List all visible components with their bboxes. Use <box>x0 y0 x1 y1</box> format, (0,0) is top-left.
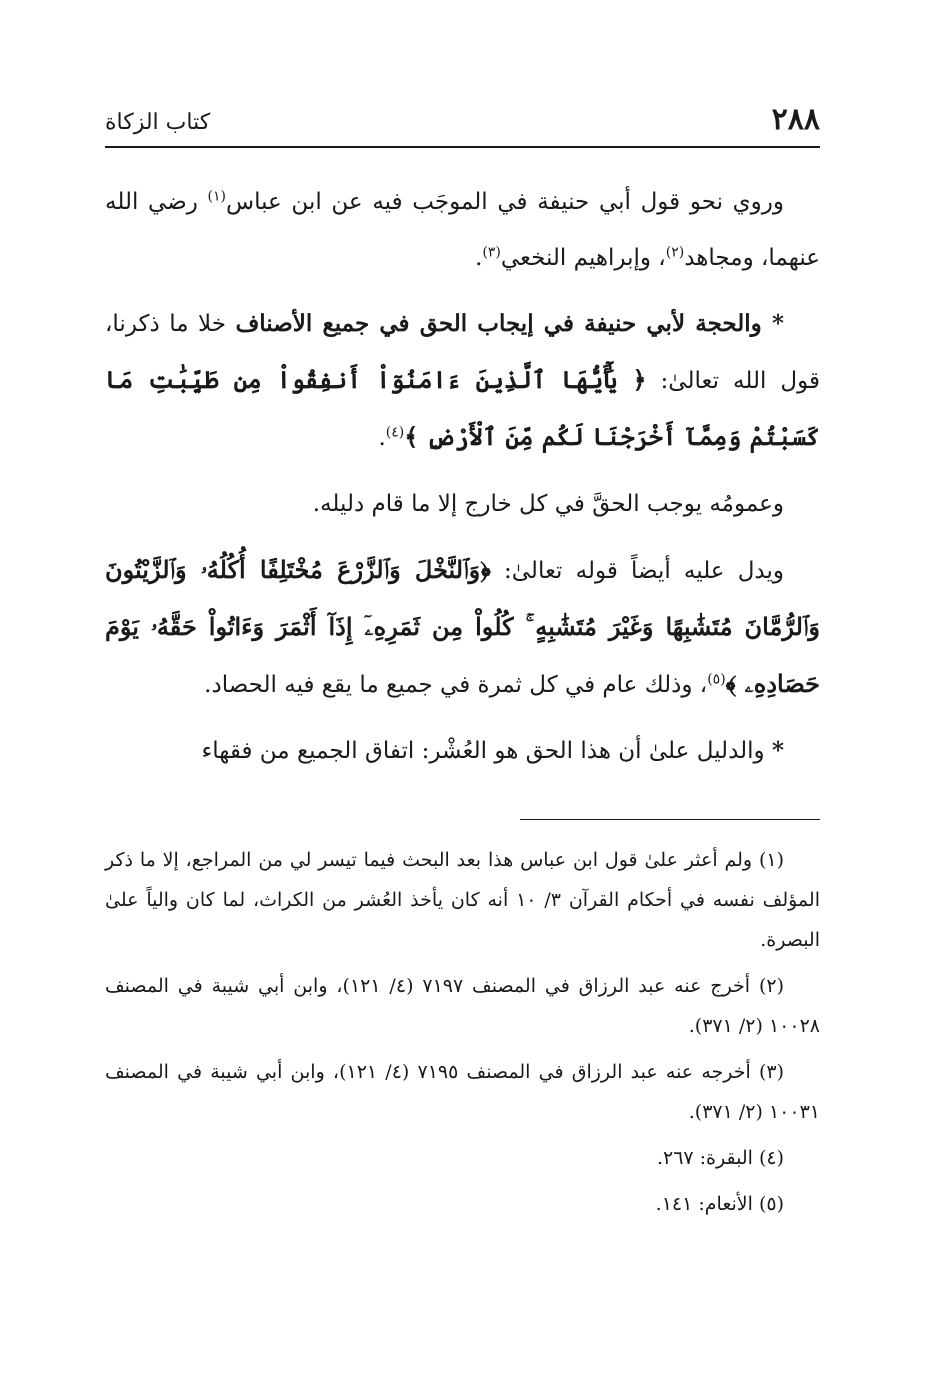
footnote-ref-5[interactable]: (٥) <box>707 671 726 688</box>
running-title: كتاب الزكاة <box>105 110 211 135</box>
paragraph-5 <box>105 723 820 779</box>
page <box>105 100 820 1230</box>
footnote-4: (٤) البقرة: ٢٦٧. <box>656 1147 784 1169</box>
paragraph-3: وعمومُه يوجب الحقَّ في كل خارج إلا ما قام دليله. <box>312 491 784 517</box>
footnote-ref-1[interactable]: (١) <box>207 188 226 205</box>
main-text <box>105 174 820 779</box>
text-run: . <box>475 245 483 271</box>
text-run: خلا ما ذكرنا، قول الله تعالىٰ: <box>105 311 820 394</box>
footnote-1: (١) ولم أعثر علىٰ قول ابن عباس هذا بعد البحث فيما تيسر لي من المراجع، إلا ما ذكر المؤلف نفسه في أحكام القرآن ٣/ ١٠ أنه كان يأخذ العُشر من الكراث، لما كان والياً علىٰ البصرة. <box>105 849 820 951</box>
footnote-separator <box>520 819 820 820</box>
quran-verse: ﴿وَٱلنَّخْلَ وَٱلزَّرْعَ مُخْتَلِفًا أُكُلُهُۥ وَٱلزَّيْتُونَ وَٱلرُّمَّانَ مُتَشَٰبِهًا وَغَيْرَ مُتَشَٰبِهٍ ۚ كُلُواْ مِن ثَمَرِهِۦٓ إِذَآ أَثْمَرَ وَءَاتُواْ حَقَّهُۥ يَوْمَ حَصَادِهِۦ ﴾ <box>105 555 820 698</box>
text-run: ، وذلك عام في كل ثمرة في جميع ما يقع فيه الحصاد. <box>204 672 708 698</box>
paragraph-4 <box>105 542 820 713</box>
text-run: والدليل علىٰ أن هذا الحق هو العُشْر: اتفاق الجميع من فقهاء <box>201 738 772 764</box>
footnotes <box>105 840 820 1224</box>
footnote-5: (٥) الأنعام: ١٤١. <box>655 1193 784 1215</box>
footnote-ref-4[interactable]: (٤) <box>385 424 405 441</box>
footnote-3: (٣) أخرجه عنه عبد الرزاق في المصنف ٧١٩٥ (٤/ ١٢١)، وابن أبي شيبة في المصنف ١٠٠٣١ (٢/ ٣٧١). <box>105 1061 820 1123</box>
page-number: ٢٨٨ <box>771 102 820 137</box>
text-run: ويدل عليه أيضاً قوله تعالىٰ: <box>490 558 784 584</box>
paragraph-2 <box>105 296 820 466</box>
asterisk-marker: * <box>771 737 784 764</box>
quran-verse: ﴿ يَٰٓأَيُّهَا ٱلَّذِينَ ءَامَنُوٓاْ أَنفِقُواْ مِن طَيِّبَٰتِ مَا كَسَبْتُمْ وَمِمَّآ أَخْرَجْنَا لَكُم مِّنَ ٱلْأَرْضِ ﴾ <box>105 365 820 451</box>
text-run: رضي الله عنهما، ومجاهد <box>105 189 820 271</box>
bold-lead: والحجة لأبي حنيفة في إيجاب الحق في جميع الأصناف <box>235 310 772 337</box>
text-run: . <box>378 425 386 451</box>
paragraph-1 <box>105 174 820 286</box>
text-run: ، وإبراهيم النخعي <box>500 245 666 271</box>
page-header <box>105 100 820 148</box>
asterisk-marker: * <box>771 310 784 337</box>
footnote-ref-2[interactable]: (٢) <box>665 244 685 261</box>
text-run: وروي نحو قول أبي حنيفة في الموجَب فيه عن ابن عباس <box>226 189 784 215</box>
footnote-ref-3[interactable]: (٣) <box>482 244 501 261</box>
footnote-2: (٢) أخرج عنه عبد الرزاق في المصنف ٧١٩٧ (٤/ ١٢١)، وابن أبي شيبة في المصنف ١٠٠٢٨ (٢/ ٣٧١). <box>105 975 820 1037</box>
